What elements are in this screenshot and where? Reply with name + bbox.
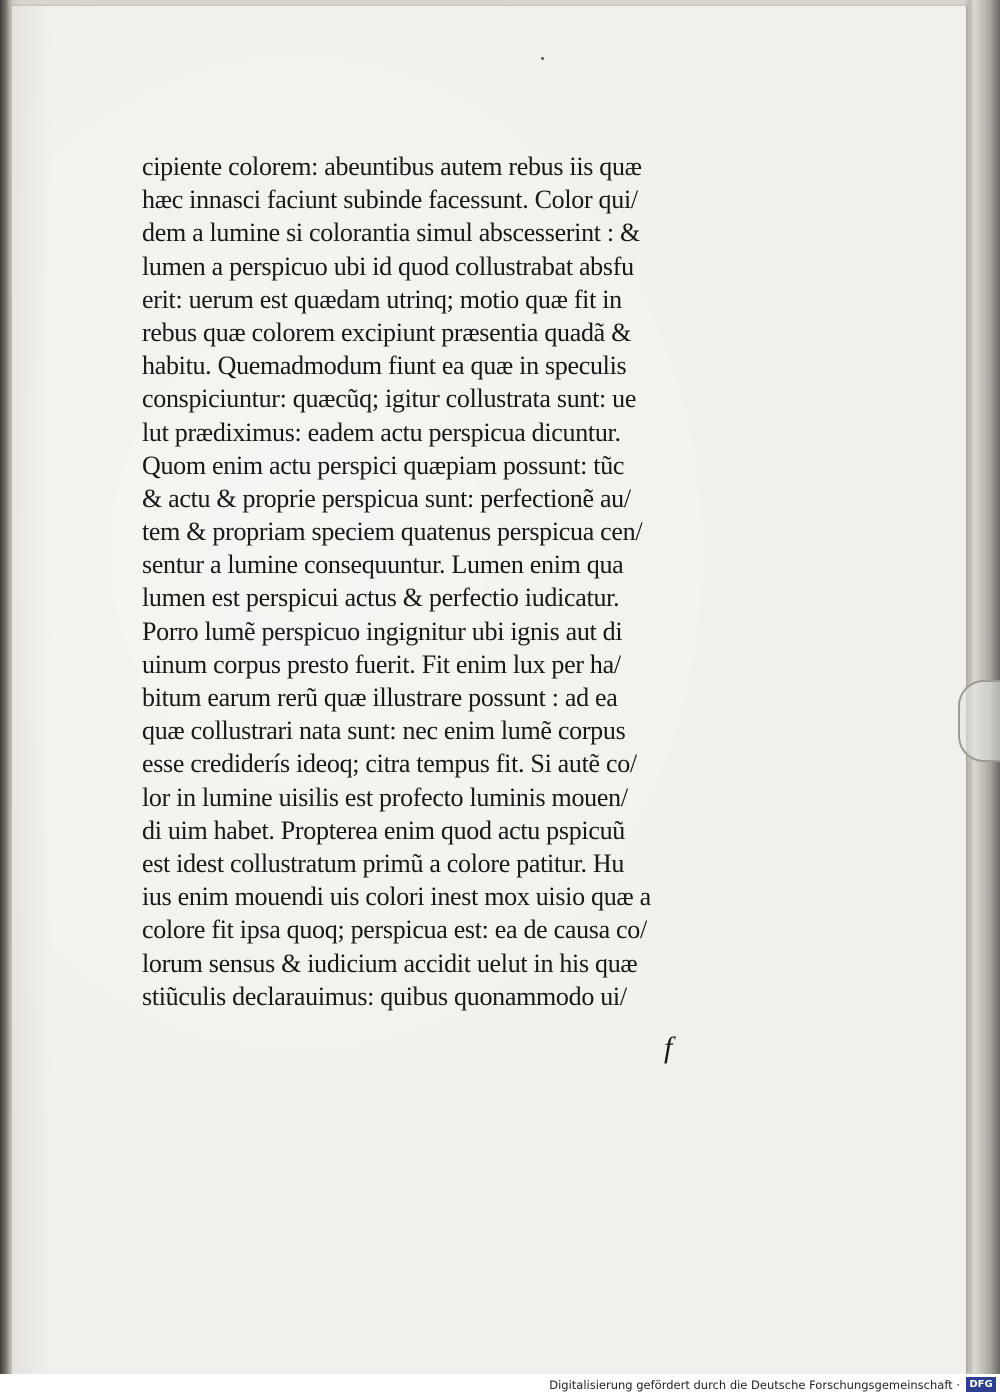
page-clip (958, 680, 1000, 762)
text-line: & actu & proprie perspicua sunt: perfectionẽ au/ (142, 483, 631, 513)
text-line: erit: uerum est quædam utrinq; motio quæ fit in (142, 284, 622, 314)
text-line: stiũculis declarauimus: quibus quonammodo ui/ (142, 981, 627, 1011)
text-line: sentur a lumine consequuntur. Lumen enim qua (142, 550, 624, 580)
page-text-block (142, 150, 742, 1013)
text-line: habitu. Quemadmodum fiunt ea quæ in speculis (142, 351, 627, 381)
text-line: quæ collustrari nata sunt: nec enim lumẽ corpus (142, 716, 626, 746)
text-line: hæc innasci faciunt subinde facessunt. Color qui/ (142, 185, 638, 215)
footer-credit: Digitalisierung gefördert durch die Deutsche Forschungsgemeinschaft · (549, 1378, 960, 1392)
text-line: est idest collustratum primũ a colore patitur. Hu (142, 848, 625, 878)
text-line: dem a lumine si colorantia simul abscesserint : & (142, 218, 640, 248)
text-line: Porro lumẽ perspicuo ingignitur ubi ignis aut di (142, 616, 623, 646)
text-line: ius enim mouendi uis colori inest mox uisio quæ a (142, 882, 651, 912)
text-line: cipiente colorem: abeuntibus autem rebus iis quæ (142, 152, 642, 181)
text-line: lorum sensus & iudicium accidit uelut in his quæ (142, 948, 638, 978)
signature-mark: f (664, 1031, 673, 1064)
text-line: di uim habet. Propterea enim quod actu pspicuũ (142, 815, 625, 845)
text-line: lumen est perspicui actus & perfectio iudicatur. (142, 583, 620, 613)
text-line: esse crediderís ideoq; citra tempus fit. Si autẽ co/ (142, 749, 637, 779)
text-line: lumen a perspicuo ubi id quod collustrabat absfu (142, 251, 634, 281)
text-line: Quom enim actu perspici quæpiam possunt: tũc (142, 450, 625, 480)
text-line: bitum earum rerũ quæ illustrare possunt : ad ea (142, 683, 618, 712)
text-line: rebus quæ colorem excipiunt præsentia quadã & (142, 317, 632, 347)
dfg-logo: DFG (966, 1377, 996, 1392)
text-line: conspiciuntur: quæcũq; igitur collustrata sunt: ue (142, 384, 637, 414)
text-line: tem & propriam speciem quatenus perspicua cen/ (142, 517, 643, 547)
text-line: colore fit ipsa quoq; perspicua est: ea de causa co/ (142, 915, 647, 945)
text-line: lut prædiximus: eadem actu perspicua dicuntur. (142, 417, 621, 447)
page-speck (541, 57, 544, 60)
text-line: uinum corpus presto fuerit. Fit enim lux per ha/ (142, 649, 621, 679)
text-line: lor in lumine uisilis est profecto luminis mouen/ (142, 782, 628, 812)
